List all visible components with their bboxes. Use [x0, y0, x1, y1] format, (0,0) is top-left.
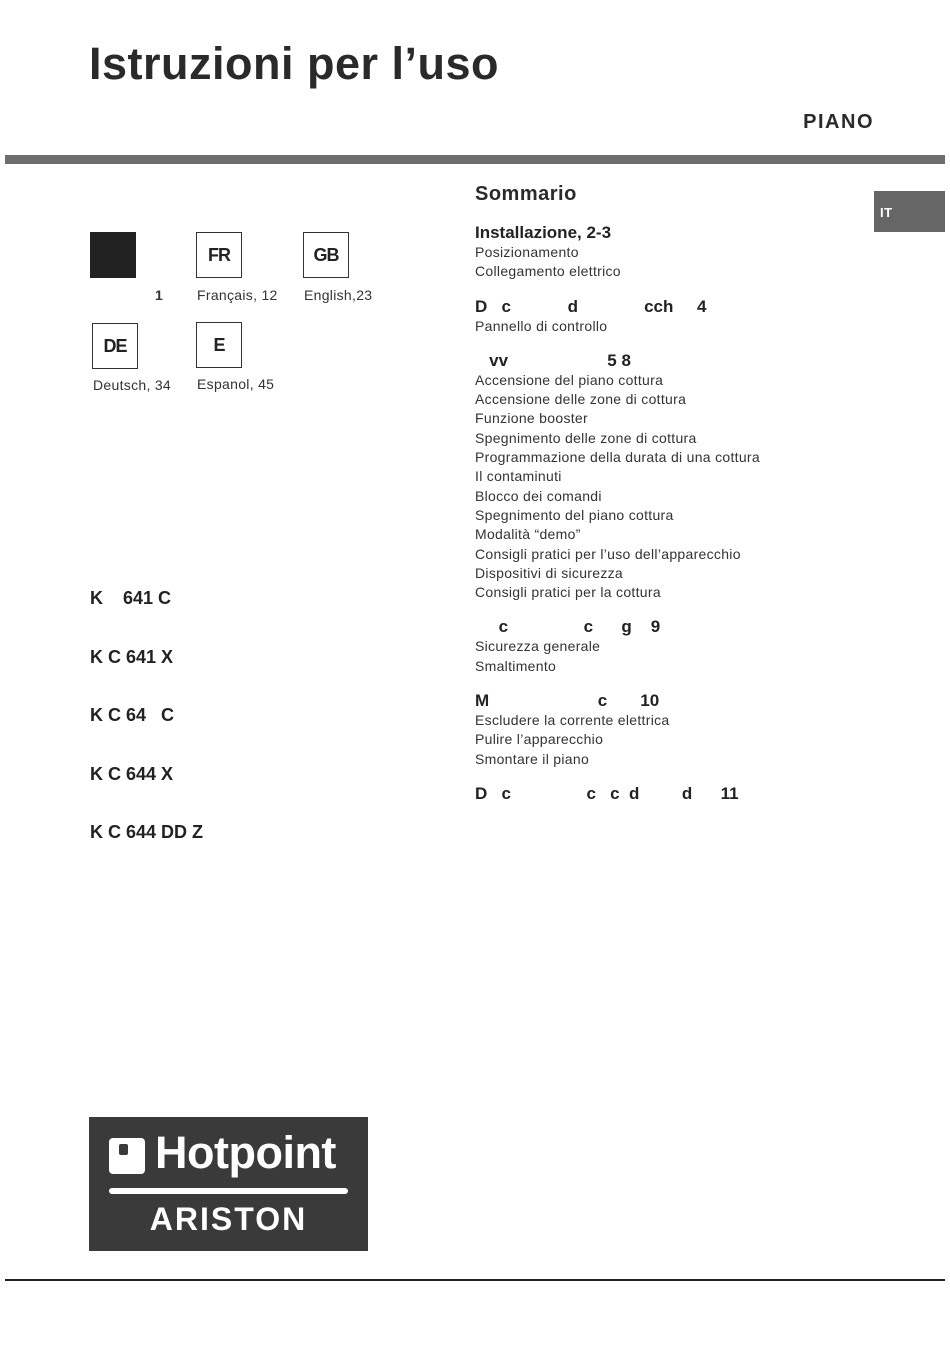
language-tab-it: IT [874, 191, 945, 232]
toc-item: Dispositivi di sicurezza [475, 564, 624, 581]
toc-section-specs [475, 783, 855, 804]
toc-section-safety [475, 616, 855, 676]
toc-section-heading: vv 5 8 [475, 350, 631, 370]
toc-item: Consigli pratici per l’uso dell’apparecchio [475, 545, 741, 562]
header-divider [5, 155, 945, 164]
toc-section-heading: M c 10 [475, 691, 660, 711]
toc-item: Consigli pratici per la cottura [475, 584, 661, 601]
toc-item: Collegamento elettrico [475, 263, 621, 280]
language-caption-fr: Français, 12 [197, 287, 278, 303]
product-label: PIANO [803, 111, 874, 133]
toc-item: Il contaminuti [475, 468, 562, 485]
language-box-gb: GB [303, 232, 349, 278]
hotpoint-ariston-logo [89, 1117, 368, 1251]
language-caption-de: Deutsch, 34 [93, 377, 172, 393]
toc-item: Spegnimento delle zone di cottura [475, 429, 697, 446]
toc-item: Smaltimento [475, 657, 557, 674]
toc-section-heading: c c g 9 [475, 617, 661, 637]
toc-section-heading: D c c c d d 11 [475, 783, 739, 803]
model-list [90, 550, 203, 862]
model-item: K C 644 X [90, 763, 174, 784]
toc-item: Funzione booster [475, 410, 588, 427]
toc-item: Programmazione della durata di una cottura [475, 449, 760, 466]
model-item: K C 64 C [90, 705, 175, 725]
page-title: Istruzioni per l’uso [89, 38, 500, 89]
toc-item: Escludere la corrente elettrica [475, 712, 670, 729]
toc-item: Accensione delle zone di cottura [475, 391, 687, 408]
model-item: K C 644 DD Z [90, 822, 204, 842]
toc-section-installation [475, 222, 855, 282]
toc-item: Sicurezza generale [475, 638, 601, 655]
model-item: K 641 C [90, 588, 172, 608]
logo-divider [109, 1188, 348, 1194]
toc-section-description [475, 296, 855, 336]
language-caption-gb: English,23 [304, 287, 373, 303]
toc-item: Spegnimento del piano cottura [475, 506, 674, 523]
logo-brand-sub: ARISTON [149, 1201, 308, 1237]
toc-item: Pulire l’apparecchio [475, 731, 604, 748]
toc-section-maintenance [475, 690, 855, 769]
toc-section-startup [475, 350, 855, 603]
language-box-it [90, 232, 136, 278]
table-of-contents [475, 183, 855, 818]
toc-item: Pannello di controllo [475, 317, 608, 334]
language-box-fr: FR [196, 232, 242, 278]
language-box-de: DE [92, 323, 138, 369]
logo-mark-icon [109, 1138, 145, 1174]
language-caption-es: Espanol, 45 [197, 376, 275, 392]
footer-divider [5, 1279, 945, 1281]
toc-title: Sommario [475, 183, 577, 205]
language-box-es: E [196, 322, 242, 368]
toc-item: Posizionamento [475, 244, 579, 260]
language-caption-it: 1 [155, 287, 164, 303]
model-item: K C 641 X [90, 646, 174, 667]
toc-item: Blocco dei comandi [475, 487, 602, 504]
toc-item: Modalità “demo” [475, 526, 581, 543]
toc-section-heading: D c d cch 4 [475, 296, 707, 316]
logo-brand-name: Hotpoint [155, 1127, 336, 1178]
toc-item: Accensione del piano cottura [475, 371, 664, 388]
toc-item: Smontare il piano [475, 750, 590, 767]
toc-section-heading: Installazione, 2-3 [475, 223, 612, 242]
